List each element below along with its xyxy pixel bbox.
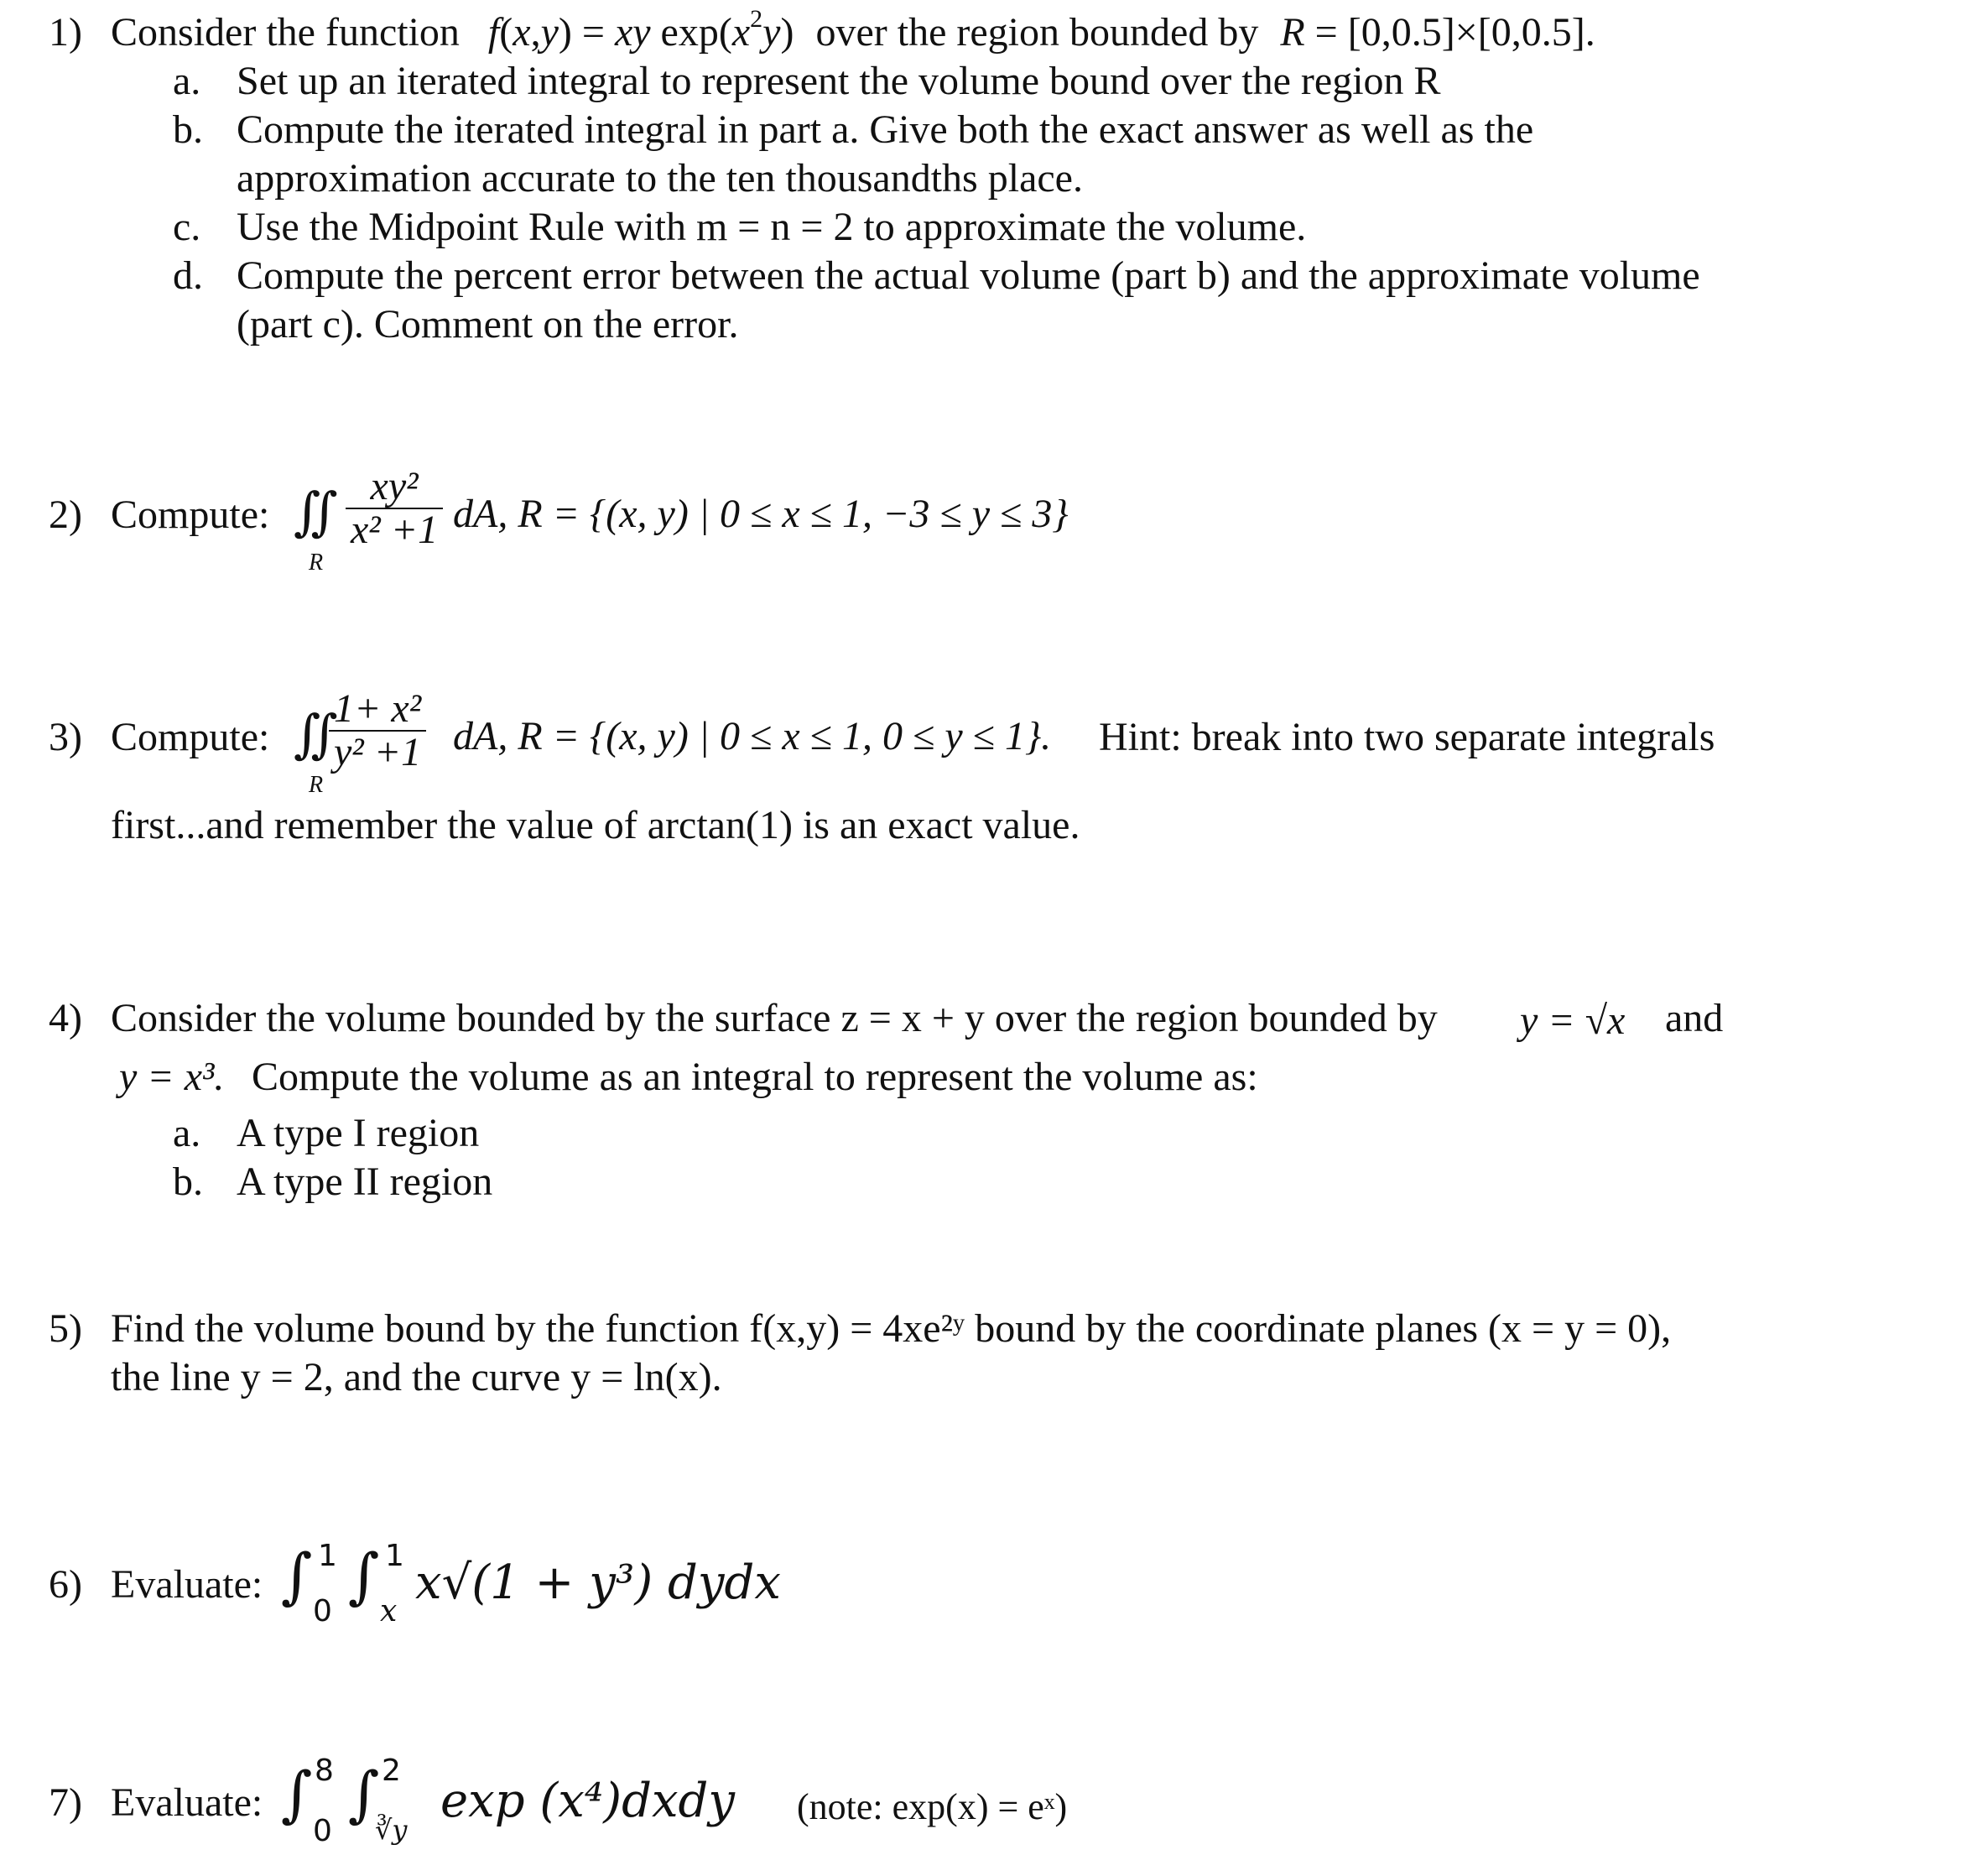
problem-7-lead: Evaluate: (111, 1780, 263, 1825)
region-definition: R = [0,0.5]×[0,0.5]. (1280, 10, 1595, 55)
problem-1-mid: over the region bounded by (815, 10, 1259, 55)
part-label: b. (173, 107, 203, 152)
curve-sqrt: y = √x (1520, 998, 1626, 1043)
region-subscript: R (309, 550, 324, 576)
problem-number: 3) (49, 715, 82, 759)
iterated-integral (281, 1535, 784, 1628)
integrand: exp (x⁴)dxdy (440, 1774, 736, 1828)
fraction-denominator: y² +1 (334, 730, 422, 774)
outer-lower-limit: 0 (313, 1594, 332, 1628)
inner-integral-sign: ∫ (348, 1540, 380, 1611)
fraction-numerator: xy² (346, 466, 443, 509)
problem-4-line1: Consider the volume bounded by the surface z = x + y over the region bounded by (111, 996, 1438, 1040)
part-label: a. (173, 59, 201, 103)
integral-tail: dA, R = {(x, y) | 0 ≤ x ≤ 1, 0 ≤ y ≤ 1}. (453, 714, 1052, 758)
problem-number: 7) (49, 1780, 82, 1825)
integrand-fraction (346, 466, 443, 551)
inner-lower-limit: ∛y (375, 1814, 408, 1846)
outer-integral-sign: ∫ (281, 1540, 313, 1611)
outer-upper-limit: 1 (318, 1539, 337, 1573)
exp-note: (note: exp(x) = eˣ) (797, 1786, 1068, 1827)
part-text: A type I region (237, 1111, 480, 1155)
part-text: Set up an iterated integral to represent the volume bound over the region R (237, 59, 1441, 103)
function-expression: f (487, 10, 500, 55)
integral-tail: dA, R = {(x, y) | 0 ≤ x ≤ 1, −3 ≤ y ≤ 3} (453, 492, 1069, 536)
problem-number: 2) (49, 492, 82, 537)
problem-2-lead: Compute: (111, 492, 270, 537)
fraction-numerator: 1+ x² (329, 688, 426, 732)
problem-number: 6) (49, 1562, 82, 1607)
integrand-fraction (329, 688, 426, 774)
inner-integral-sign: ∫ (348, 1759, 380, 1829)
problem-5-line1: Find the volume bound by the function f(x,y) = 4xe²ʸ bound by the coordinate planes (x = y = 0), (111, 1306, 1672, 1351)
problem-4-and: and (1665, 996, 1724, 1040)
problem-1-lead: Consider the function (111, 10, 460, 55)
double-integral-sign: ∬ (294, 703, 338, 764)
outer-lower-limit: 0 (313, 1814, 332, 1848)
part-label: d. (173, 253, 203, 298)
double-integral-sign: ∬ (294, 481, 338, 542)
problem-number: 4) (49, 996, 82, 1040)
problem-5-line2: the line y = 2, and the curve y = ln(x). (111, 1355, 722, 1399)
fraction-denominator: x² +1 (351, 508, 439, 552)
iterated-integral (281, 1754, 1204, 1863)
problem-3-line2: first...and remember the value of arctan(1) is an exact value. (111, 803, 1080, 847)
problem-3-hint: Hint: break into two separate integrals (1099, 715, 1715, 759)
inner-lower-limit: x (380, 1594, 398, 1628)
region-subscript: R (309, 772, 324, 798)
part-label: c. (173, 205, 201, 249)
inner-upper-limit: 2 (382, 1754, 401, 1788)
problem-3-lead: Compute: (111, 715, 270, 759)
problem-1-statement: Consider the function f(x,y) = xy $\exp(x^2y)$ over the region bounded by R = [0,0.5]×[0,0.5]. (111, 5, 1595, 55)
curve-cubic: y = x³. (119, 1055, 225, 1099)
outer-upper-limit: 8 (315, 1754, 334, 1788)
problem-number: 5) (49, 1306, 82, 1351)
part-label: b. (173, 1159, 203, 1204)
part-text-continued: approximation accurate to the ten thousandths place. (237, 156, 1083, 201)
part-text: Compute the percent error between the actual volume (part b) and the approximate volume (237, 253, 1700, 298)
integrand: x√(1 + y³) dydx (415, 1556, 781, 1610)
part-text-continued: (part c). Comment on the error. (237, 302, 739, 347)
outer-integral-sign: ∫ (281, 1759, 313, 1829)
part-label: a. (173, 1111, 201, 1155)
inner-upper-limit: 1 (385, 1539, 404, 1573)
part-text: Use the Midpoint Rule with m = n = 2 to approximate the volume. (237, 205, 1307, 249)
part-text: A type II region (237, 1159, 493, 1204)
problem-4-line2: Compute the volume as an integral to represent the volume as: (252, 1055, 1258, 1099)
problem-number: 1) (49, 10, 82, 55)
part-text: Compute the iterated integral in part a. Give both the exact answer as well as the (237, 107, 1534, 152)
problem-6-lead: Evaluate: (111, 1562, 263, 1607)
